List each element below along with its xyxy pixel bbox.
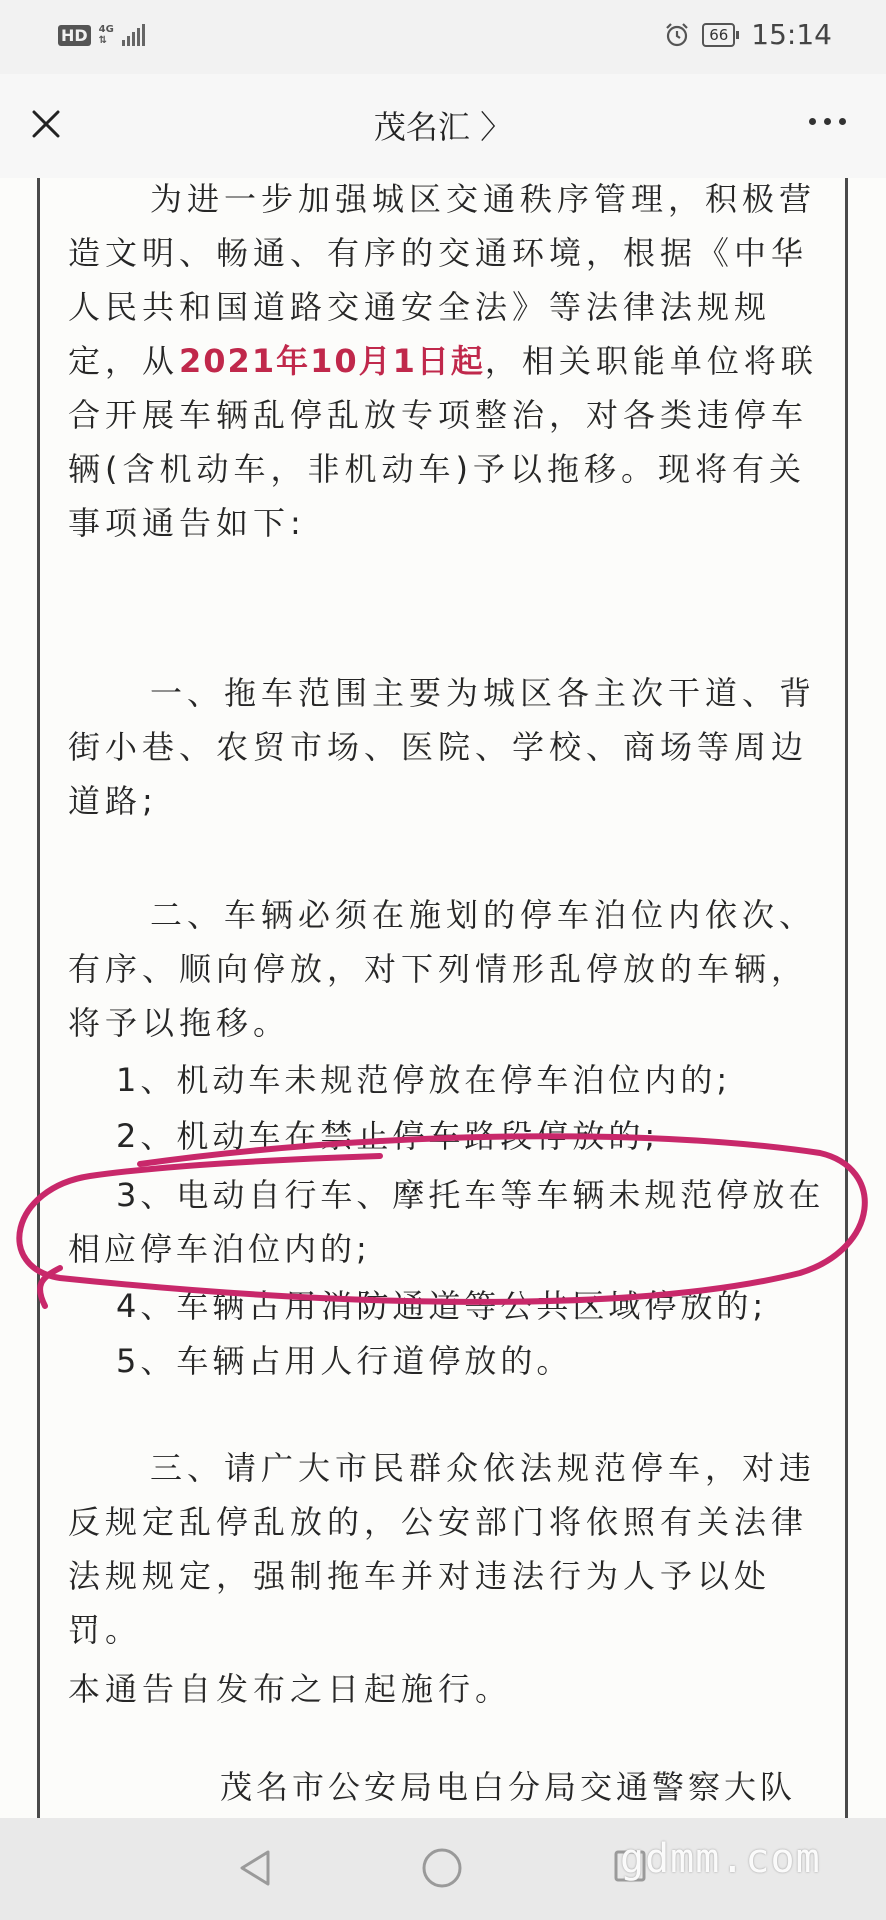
- network-indicator: [99, 24, 114, 46]
- battery-level: 66: [702, 23, 735, 47]
- network-type: 4G: [98, 24, 114, 35]
- data-arrows-icon: ⇅: [98, 35, 108, 46]
- watermark: gdmm.com: [620, 1836, 821, 1882]
- list-item-2: 2、机动车在禁止停车路段停放的;: [116, 1117, 660, 1155]
- status-time: 15:14: [751, 18, 832, 51]
- intro-text-a: 为进一步加强城区交通秩序管理，积极营造文明、畅通、有序的交通环境，根据《中华人民共和国道路交通安全法》等法律法规规定，从: [68, 180, 817, 380]
- home-icon[interactable]: [420, 1846, 464, 1890]
- left-border-line: [37, 178, 40, 1818]
- intro-paragraph: [68, 178, 830, 550]
- highlight-date: 2021年10月1日起: [179, 342, 485, 380]
- alarm-clock-icon: [664, 22, 690, 48]
- hd-badge: HD: [58, 25, 91, 46]
- system-nav-bar: [0, 1818, 886, 1920]
- effective-notice: 本通告自发布之日起施行。: [68, 1670, 513, 1708]
- list-item-5: 5、车辆占用人行道停放的。: [116, 1342, 573, 1380]
- list-item-1: 1、机动车未规范停放在停车泊位内的;: [116, 1061, 732, 1099]
- list-item-3: 3、电动自行车、摩托车等车辆未规范停放在相应停车泊位内的;: [68, 1176, 825, 1268]
- status-bar: [0, 0, 886, 74]
- status-right: [664, 18, 832, 51]
- section-3-paragraph: 三、请广大市民群众依法规范停车，对违反规定乱停乱放的，公安部门将依照有关法律法规规定，强制拖车并对违法行为人予以处罚。: [68, 1449, 817, 1649]
- section-1-paragraph: 一、拖车范围主要为城区各主次干道、背街小巷、农贸市场、医院、学校、商场等周边道路;: [68, 674, 817, 820]
- right-border-line: [845, 178, 848, 1818]
- section-2-paragraph: 二、车辆必须在施划的停车泊位内依次、有序、顺向停放，对下列情形乱停放的车辆，将予以拖移。: [68, 896, 817, 1042]
- more-options-icon[interactable]: [809, 108, 846, 135]
- list-item-4: 4、车辆占用消防通道等公共区域停放的;: [116, 1287, 768, 1325]
- page-title[interactable]: 茂名汇 〉: [373, 108, 513, 146]
- back-icon[interactable]: [236, 1848, 276, 1888]
- intro-text-b: ，相关职能单位将联合开展车辆乱停乱放专项整治，对各类违停车辆(含机动车，非机动车)予以拖移。现将有关事项通告如下:: [68, 342, 818, 542]
- title-bar: [0, 74, 886, 178]
- article-body: [0, 178, 886, 1818]
- status-left: [58, 24, 145, 46]
- signal-icon: [122, 24, 145, 46]
- signature: 茂名市公安局电白分局交通警察大队: [220, 1768, 797, 1806]
- battery-icon: [702, 23, 739, 47]
